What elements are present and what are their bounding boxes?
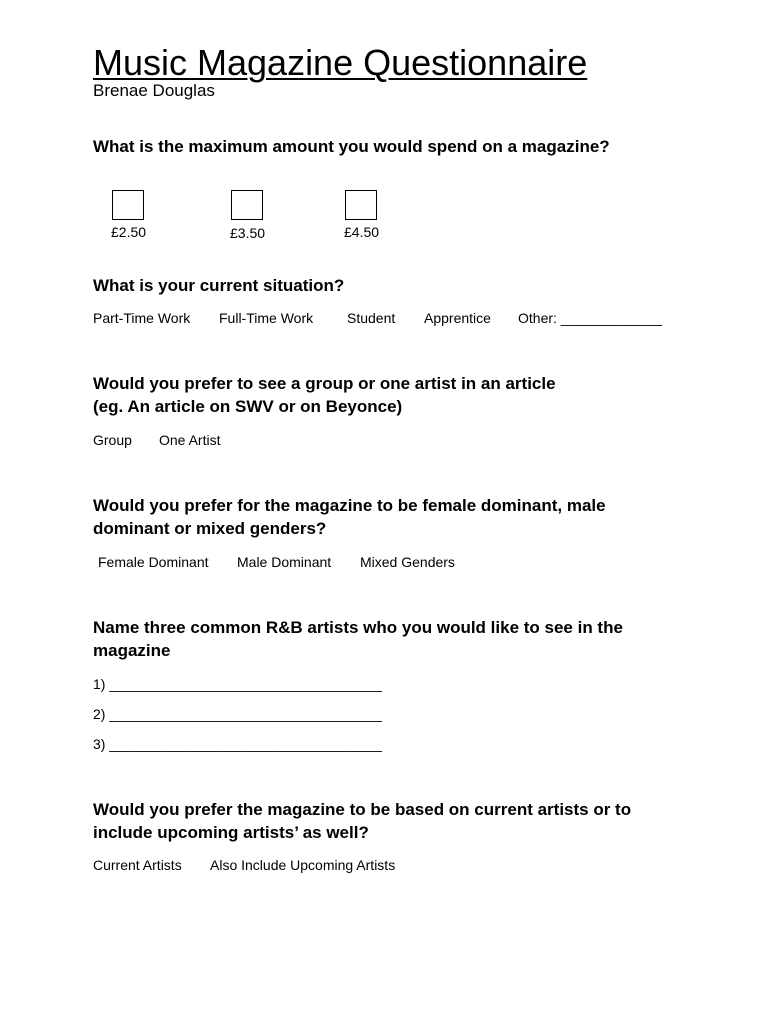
checkbox-price-4-50[interactable] [345, 190, 377, 220]
option-part-time-work[interactable]: Part-Time Work [93, 310, 191, 326]
question-line: Would you prefer to see a group or one artist in an article [93, 374, 556, 393]
artist-answer-field-1[interactable]: 1) ___________________________________ [93, 676, 382, 692]
page-title: Music Magazine Questionnaire [93, 42, 588, 83]
option-student[interactable]: Student [347, 310, 396, 326]
question-current-situation: What is your current situation? [93, 276, 345, 295]
checkbox-price-2-50[interactable] [112, 190, 144, 220]
option-one-artist[interactable]: One Artist [159, 432, 221, 448]
option-group[interactable]: Group [93, 432, 132, 448]
option-apprentice[interactable]: Apprentice [424, 310, 491, 326]
author-name: Brenae Douglas [93, 81, 215, 100]
artist-answer-field-2[interactable]: 2) ___________________________________ [93, 706, 382, 722]
question-line: include upcoming artists’ as well? [93, 823, 369, 842]
price-option-label: £4.50 [344, 224, 380, 240]
question-rnb-artists [93, 616, 693, 662]
question-line: dominant or mixed genders? [93, 519, 327, 538]
question-current-or-upcoming [93, 798, 693, 844]
question-line: Would you prefer the magazine to be based on current artists or to [93, 800, 632, 819]
price-option-label: £2.50 [111, 224, 147, 240]
checkbox-price-3-50[interactable] [231, 190, 263, 220]
question-group-or-artist [93, 372, 693, 418]
question-max-spend: What is the maximum amount you would spend on a magazine? [93, 137, 610, 156]
question-line: (eg. An article on SWV or on Beyonce) [93, 397, 403, 416]
option-current-artists[interactable]: Current Artists [93, 857, 182, 873]
question-line: Name three common R&B artists who you would like to see in the [93, 618, 623, 637]
price-option-label: £3.50 [230, 225, 266, 241]
option-male-dominant[interactable]: Male Dominant [237, 554, 332, 570]
option-full-time-work[interactable]: Full-Time Work [219, 310, 314, 326]
question-line: Would you prefer for the magazine to be female dominant, male [93, 496, 606, 515]
option-other-field[interactable]: Other: _____________ [518, 310, 663, 326]
option-include-upcoming-artists[interactable]: Also Include Upcoming Artists [210, 857, 396, 873]
artist-answer-field-3[interactable]: 3) ___________________________________ [93, 736, 382, 752]
option-female-dominant[interactable]: Female Dominant [98, 554, 209, 570]
question-gender-dominance [93, 494, 693, 540]
option-mixed-genders[interactable]: Mixed Genders [360, 554, 455, 570]
question-line: magazine [93, 641, 171, 660]
